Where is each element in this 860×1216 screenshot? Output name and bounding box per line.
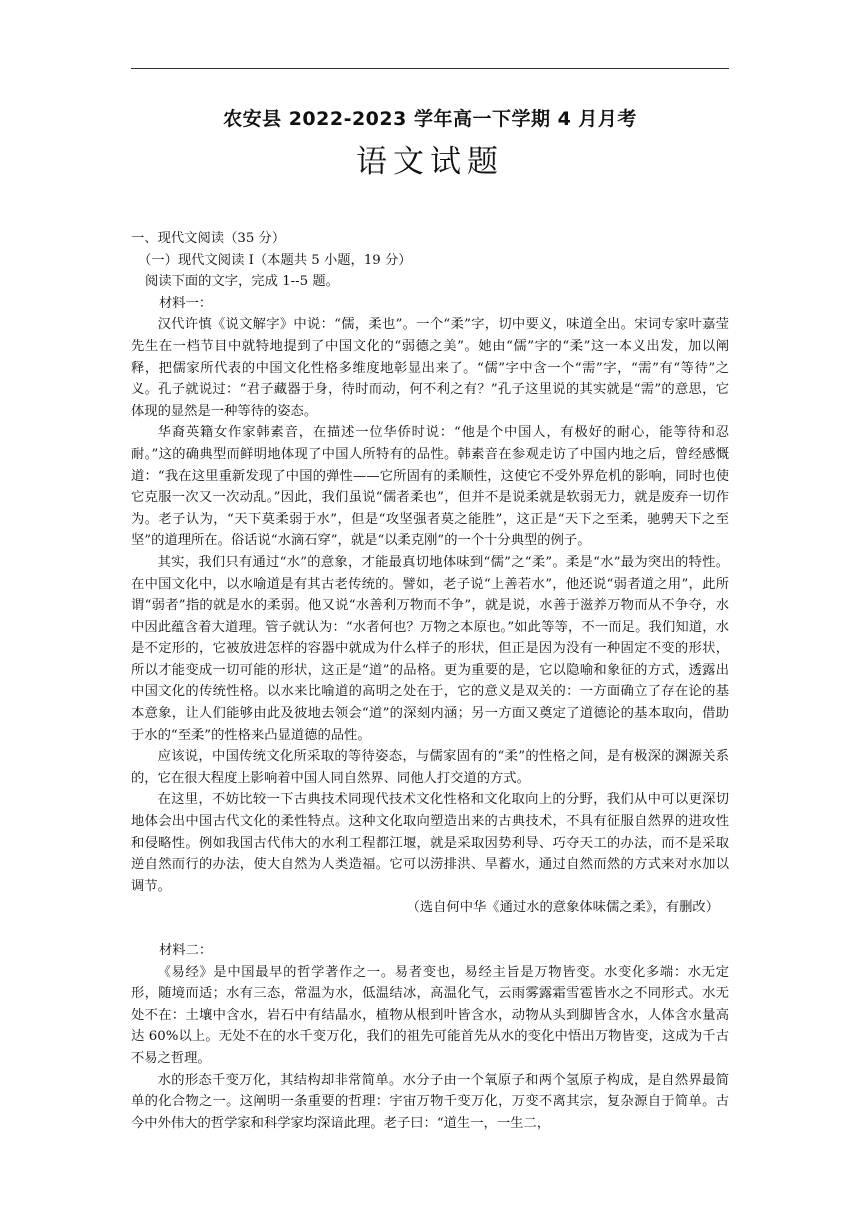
exam-subtitle: 语文试题 [356, 144, 504, 180]
material1-paragraph: 华裔英籍女作家韩素音，在描述一位华侨时说：“他是个中国人，有极好的耐心，能等待和忍耐。”这的确典型而鲜明地体现了中国人所特有的品性。韩素音在参观走访了中国内地之后，曾经感慨道：“我在这里重新发现了中国的弹性——它所固有的柔顺性，这使它不受外界危机的影响，同时也使它克服一次又一次动乱。”因此，我们虽说“儒者柔也”，但并不是说柔就是软弱无力，就是废弃一切作为。老子认为，“天下莫柔弱于水”，但是“攻坚强者莫之能胜”，这正是“天下之至柔，驰骋天下之至坚”的道理所在。俗话说“水滴石穿”，就是“以柔克刚”的一个十分典型的例子。 [131, 425, 729, 549]
reading-instruction: 阅读下面的文字，完成 1--5 题。 [145, 274, 339, 290]
header-rule [131, 68, 729, 69]
exam-title: 农安县 2022-2023 学年高一下学期 4 月月考 [223, 108, 637, 130]
subsection-heading: （一）现代文阅读 I（本题共 5 小题，19 分） [138, 252, 412, 268]
material1-label: 材料一： [159, 295, 213, 311]
section-heading: 一、现代文阅读（35 分） [131, 231, 286, 246]
material1-paragraph: 在这里，不妨比较一下古典技术同现代技术文化性格和文化取向上的分野，我们从中可以更深切地体会出中国古代文化的柔性特点。这种文化取向塑造出来的古典技术，不具有征服自然界的进攻性和侵略性。例如我国古代伟大的水利工程都江堰，就是采取因势利导、巧夺天工的办法，而不是采取逆自然而行的办法，使大自然为人类造福。它可以涝排洪、旱蓄水，通过自然而然的方式来对水加以调节。 [131, 792, 729, 894]
document-body [131, 228, 729, 1134]
material1-paragraph: 汉代许慎《说文解字》中说：“儒，柔也”。一个“柔”字，切中要义，味道全出。宋词专家叶嘉莹先生在一档节目中就特地提到了中国文化的“弱德之美”。她由“儒”字的“柔”这一本义出发，加以阐释，把儒家所代表的中国文化性格多维度地彰显出来了。“儒”字中含一个“需”字，“需”有“等待”之义。孔子就说过：“君子藏器于身，待时而动，何不利之有？”孔子这里说的其实就是“需”的意思，它体现的显然是一种等待的姿态。 [131, 317, 729, 419]
material1-paragraph: 其实，我们只有通过“水”的意象，才能最真切地体味到“儒”之“柔”。柔是“水”最为突出的特性。在中国文化中，以水喻道是有其古老传统的。譬如，老子说“上善若水”，他还说“弱者道之用”，此所谓“弱者”指的就是水的柔弱。他又说“水善利万物而不争”，就是说，水善于滋养万物而从不争夺，水中因此蕴含着大道理。管子就认为：“水者何也？万物之本原也。”如此等等，不一而足。我们知道，水是不定形的，它被放进怎样的容器中就成为什么样子的形状，但正是因为没有一种固定不变的形状，所以才能变成一切可能的形状，这正是“道”的品格。更为重要的是，它以隐喻和象征的方式，透露出中国文化的传统性格。以水来比喻道的高明之处在于，它的意义是双关的：一方面确立了存在论的基本意象，让人们能够由此及彼地去领会“道”的深刻内涵；另一方面又奠定了道德论的基本取向，借助于水的“至柔”的性格来凸显道德的品性。 [131, 554, 729, 743]
spacer [131, 919, 729, 940]
material2-paragraph: 水的形态千变万化，其结构却非常简单。水分子由一个氧原子和两个氢原子构成，是自然界最简单的化合物之一。这阐明一条重要的哲理：宇宙万物千变万化，万变不离其宗，复杂源自于简单。古今中外伟大的哲学家和科学家均深谙此理。老子曰：“道生一，一生二， [131, 1072, 729, 1131]
material1-source: （选自何中华《通过水的意象体味儒之柔》，有删改） [406, 900, 719, 916]
material2-label: 材料二： [159, 943, 213, 958]
material1-paragraph: 应该说，中国传统文化所采取的等待姿态，与儒家固有的“柔”的性格之间，是有极深的渊源关系的，它在很大程度上影响着中国人同自然界、同他人打交道的方式。 [131, 749, 729, 786]
material2-paragraph: 《易经》是中国最早的哲学著作之一。易者变也，易经主旨是万物皆变。水变化多端：水无定形，随境而适；水有三态，常温为水，低温结冰，高温化气，云雨雾露霜雪雹皆水之不同形式。水无处不在：土壤中含水，岩石中有结晶水，植物从根到叶皆含水，动物从头到脚皆含水，人体含水量高达 60%以上。无处不在的水千变万化，我们的祖先可能首先从水的变化中悟出万物皆变，这成为千古不易之哲理。 [131, 964, 729, 1066]
